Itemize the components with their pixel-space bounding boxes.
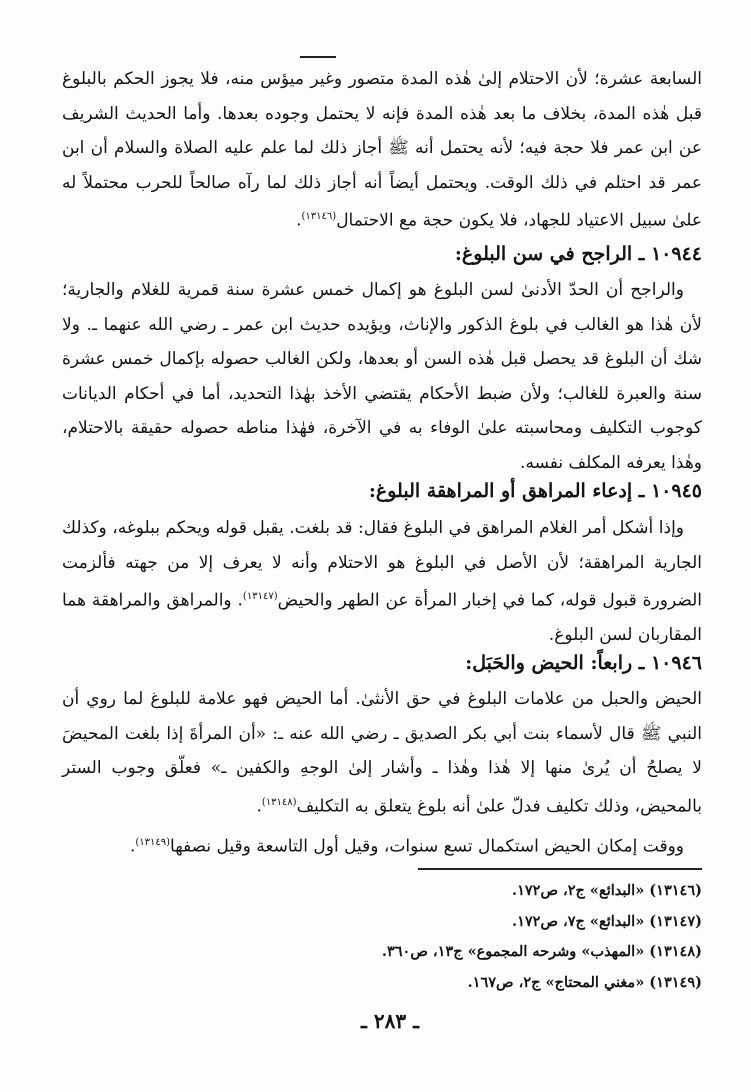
paragraph-2-text: والراجح أن الحدّ الأدنىٰ لسن البلوغ هو إكمال خمس عشرة سنة قمرية للغلام والجارية؛ لأن هٰذا هو الغالب في بلوغ الذكور والإناث، ويؤيده حديث ابن عمر ـ رضي الله عنهما ـ. ولا شك أن البلوغ قد يحصل قبل هٰذه السن أو بعدها، ولكن الغالب حصوله بإكمال خمس عشرة سنة والعبرة للغالب؛ ولأن ضبط الأحكام يقتضي الأخذ بهٰذا التحديد، أما في أحكام الديانات كوجوب التكليف ومحاسبته علىٰ الوفاء به في الآخرة، فهٰذا مناطه حصوله حقيقة بالاحتلام، وهٰذا يعرفه المكلف نفسه. (62, 280, 702, 473)
footnote-13147: (١٣١٤٧) «البدائع» ج٧، ص١٧٢. (512, 912, 702, 930)
paragraph-3-text: وإذا أشكل أمر الغلام المراهق في البلوغ فقال: قد بلغت. يقبل قوله ويحكم ببلوغه، وكذلك الجارية المراهقة؛ لأن الأصل في البلوغ هو الاحتلام وأنه لا يعرف إلا من جهته فألزمت الضرورة قبول قوله، كما في إخبار المرأة عن الطهر والحيض (62, 518, 702, 611)
footnote-divider (418, 868, 702, 870)
footnote-ref-13147[interactable]: (١٣١٤٧) (242, 591, 278, 602)
paragraph-4-text: الحيض والحبل من علامات البلوغ في حق الأنثىٰ. أما الحيض فهو علامة للبلوغ لما روي أن النبي ﷺ قال لأسماء بنت أبي بكر الصديق ـ رضي الله عنه ـ: «أن المرأةَ إذا بلغت المحيضَ لا يصلحُ أن يُرىٰ منها إلا هٰذا وهٰذا ـ وأشار إلىٰ الوجهِ والكفين ـ» فعلّق وجوب الستر بالمحيض، وذلك تكليف فدلّ علىٰ أنه بلوغ يتعلق به التكليف (62, 689, 702, 817)
paragraph-5: ووقت إمكان الحيض استكمال تسع سنوات، وقيل أول التاسعة وقيل نصفها$^{(١٣١٤٩)}$. (129, 836, 684, 857)
footnote-13146: (١٣١٤٦) «البدائع» ج٢، ص١٧٢. (512, 882, 702, 899)
heading-10946 (62, 648, 702, 678)
footnote-ref-13146[interactable]: (١٣١٤٦) (301, 211, 337, 222)
paragraph-1: السابعة عشرة؛ لأن الاحتلام إلىٰ هٰذه المدة متصور وغير ميؤس منه، فلا يجوز الحكم بالبلوغ قبل هٰذه المدة، بخلاف ما بعد هٰذه المدة فإنه لا يحتمل وجوده بعدها. وأما الحديث الشريف عن ابن عمر فلا حجة فيه؛ لأنه يحتمل أنه ﷺ أجاز ذلك لما علم عليه الصلاة والسلام أن ابن عمر قد احتلم في ذلك الوقت. ويحتمل أيضاً أنه أجاز ذلك لما رآه صالحاً للحرب محتملاً له علىٰ سبيل الاعتياد للجهاد، فلا يكون حجة مع الاحتمال$^{(١٣١٤٦)}$. (62, 69, 702, 231)
footnote-ref-13148[interactable]: (١٣١٤٨) (261, 796, 297, 808)
section-heading: ١٠٩٤٦ ـ رابعاً: الحيض والحَبَل: (465, 652, 702, 674)
paragraph-4: الحيض والحبل من علامات البلوغ في حق الأنثىٰ. أما الحيض فهو علامة للبلوغ لما روي أن النبي ﷺ قال لأسماء بنت أبي بكر الصديق ـ رضي الله عنه ـ: «أن المرأةَ إذا بلغت المحيضَ لا يصلحُ أن يُرىٰ منها إلا هٰذا وهٰذا ـ وأشار إلىٰ الوجهِ والكفين ـ» فعلّق وجوب الستر بالمحيض، وذلك تكليف فدلّ علىٰ أنه بلوغ يتعلق به التكليف$^{(١٣١٤٨)}$. (62, 689, 702, 817)
top-divider (300, 56, 336, 58)
section-heading: ١٠٩٤٥ ـ إدعاء المراهق أو المراهقة البلوغ: (368, 480, 702, 502)
paragraph-3 (62, 511, 702, 653)
section-heading: ١٠٩٤٤ ـ الراجح في سن البلوغ: (454, 243, 702, 265)
paragraph-5-text: ووقت إمكان الحيض استكمال تسع سنوات، وقيل أول التاسعة وقيل نصفها (170, 836, 684, 857)
heading-10944 (62, 239, 702, 269)
footnotes (300, 876, 702, 998)
footnote-13149: (١٣١٤٩) «مغني المحتاج» ج٢، ص١٦٧. (467, 973, 702, 991)
paragraph-1-text: السابعة عشرة؛ لأن الاحتلام إلىٰ هٰذه المدة متصور وغير ميؤس منه، فلا يجوز الحكم بالبلوغ قبل هٰذه المدة، بخلاف ما بعد هٰذه المدة فإنه لا يحتمل وجوده بعدها. وأما الحديث الشريف عن ابن عمر فلا حجة فيه؛ لأنه يحتمل أنه ﷺ أجاز ذلك لما علم عليه الصلاة والسلام أن ابن عمر قد احتلم في ذلك الوقت. ويحتمل أيضاً أنه أجاز ذلك لما رآه صالحاً للحرب محتملاً له علىٰ سبيل الاعتياد للجهاد، فلا يكون حجة مع الاحتمال (62, 69, 702, 231)
paragraph-3-tail: . والمراهق والمراهقة هما المقاربان لسن البلوغ. (62, 590, 702, 646)
page-number: ـ ٢٨٣ ـ (361, 1009, 419, 1033)
footnote-ref-13149[interactable]: (١٣١٤٩) (135, 837, 171, 848)
heading-10945 (62, 476, 702, 506)
footnote-13148: (١٣١٤٨) «المهذب» وشرحه المجموع» ج١٣، ص٣٦٠. (381, 943, 702, 960)
paragraph-2 (62, 273, 702, 480)
